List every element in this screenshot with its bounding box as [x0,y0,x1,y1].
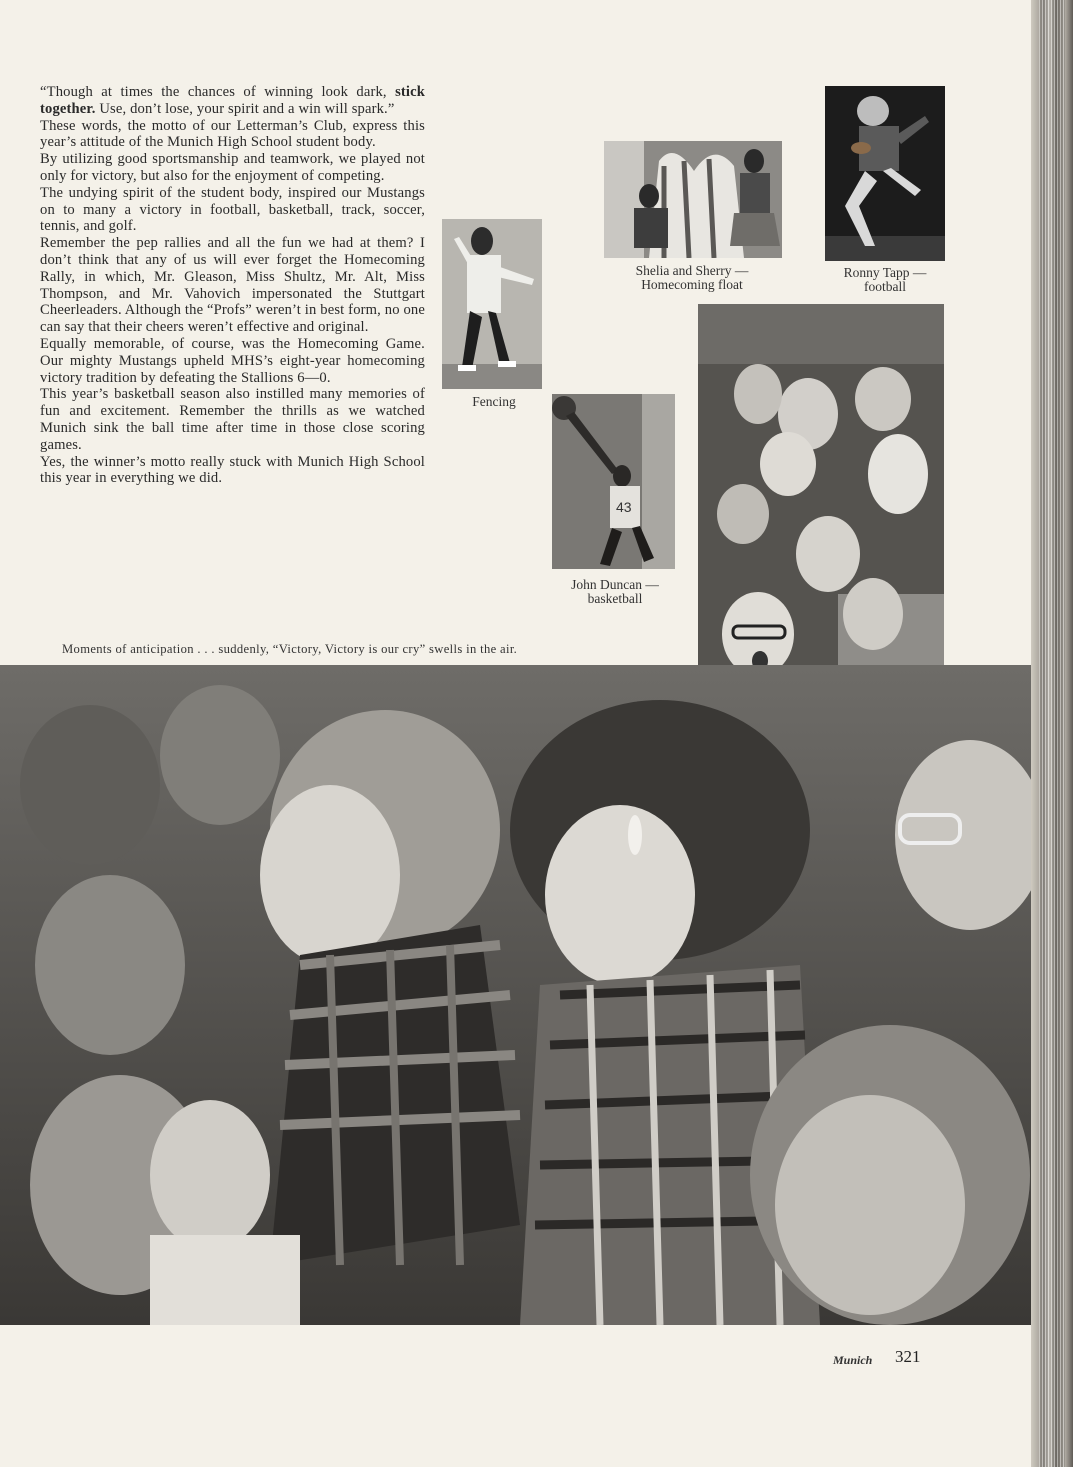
article-paragraph: Remember the pep rallies and all the fun we had at them? I don’t think that any of us will ever forget the Homecoming Rally, in which, Mr. Gleason, Miss Shultz, Mr. Alt, Miss Thompson, and Mr. Vahovich impersonated the Stuttgart Cheerleaders. Although the “Profs” weren’t in best form, no one can say that their cheers weren’t effective and original. [40,235,425,336]
football-caption: Ronny Tapp — football [843,265,927,294]
article-paragraph: This year’s basketball season also instilled many memories of fun and excitement. Remember the thrills as we watched Munich sink the ball time after time in those close scoring games. [40,386,425,453]
basketball-caption: John Duncan — basketball [571,577,659,606]
homecoming-float-caption: Shelia and Sherry — Homecoming float [635,263,749,292]
football-photo [825,86,945,261]
book-binding [1031,0,1073,1467]
homecoming-float-photo [604,141,782,258]
motto-quote: “Though at times the chances of winning look dark, stick together. Use, don’t lose, your spirit and a win will spark.” [40,84,425,117]
main-photo-caption: Moments of anticipation . . . suddenly, “Victory, Victory is our cry” swells in the air. [62,642,518,656]
footer-school-name: Munich [833,1353,873,1367]
motto-emphasis: stick together. [40,84,425,117]
article-paragraph: The undying spirit of the student body, inspired our Mustangs on to many a victory in football, basketball, track, soccer, tennis, and golf. [40,184,425,235]
article-paragraph: Equally memorable, of course, was the Homecoming Game. Our mighty Mustangs upheld MHS’s eight-year homecoming victory tradition by defeating the Stallions 6—0. [40,335,425,386]
crowd-anticipation-photo [0,665,1031,1325]
svg-text:43: 43 [616,499,632,515]
fencing-photo [442,219,542,389]
page-number: 321 [895,1347,921,1366]
fencing-caption: Fencing [472,394,516,409]
article-text [40,84,425,487]
article-paragraph: By utilizing good sportsmanship and teamwork, we played not only for victory, but also for the enjoyment of competing. [40,151,425,184]
article-paragraph: These words, the motto of our Letterman’s Club, express this year’s attitude of the Munich High School student body. [40,117,425,151]
article-paragraph: Yes, the winner’s motto really stuck with Munich High School this year in everything we did. [40,453,425,487]
basketball-photo [552,394,675,569]
